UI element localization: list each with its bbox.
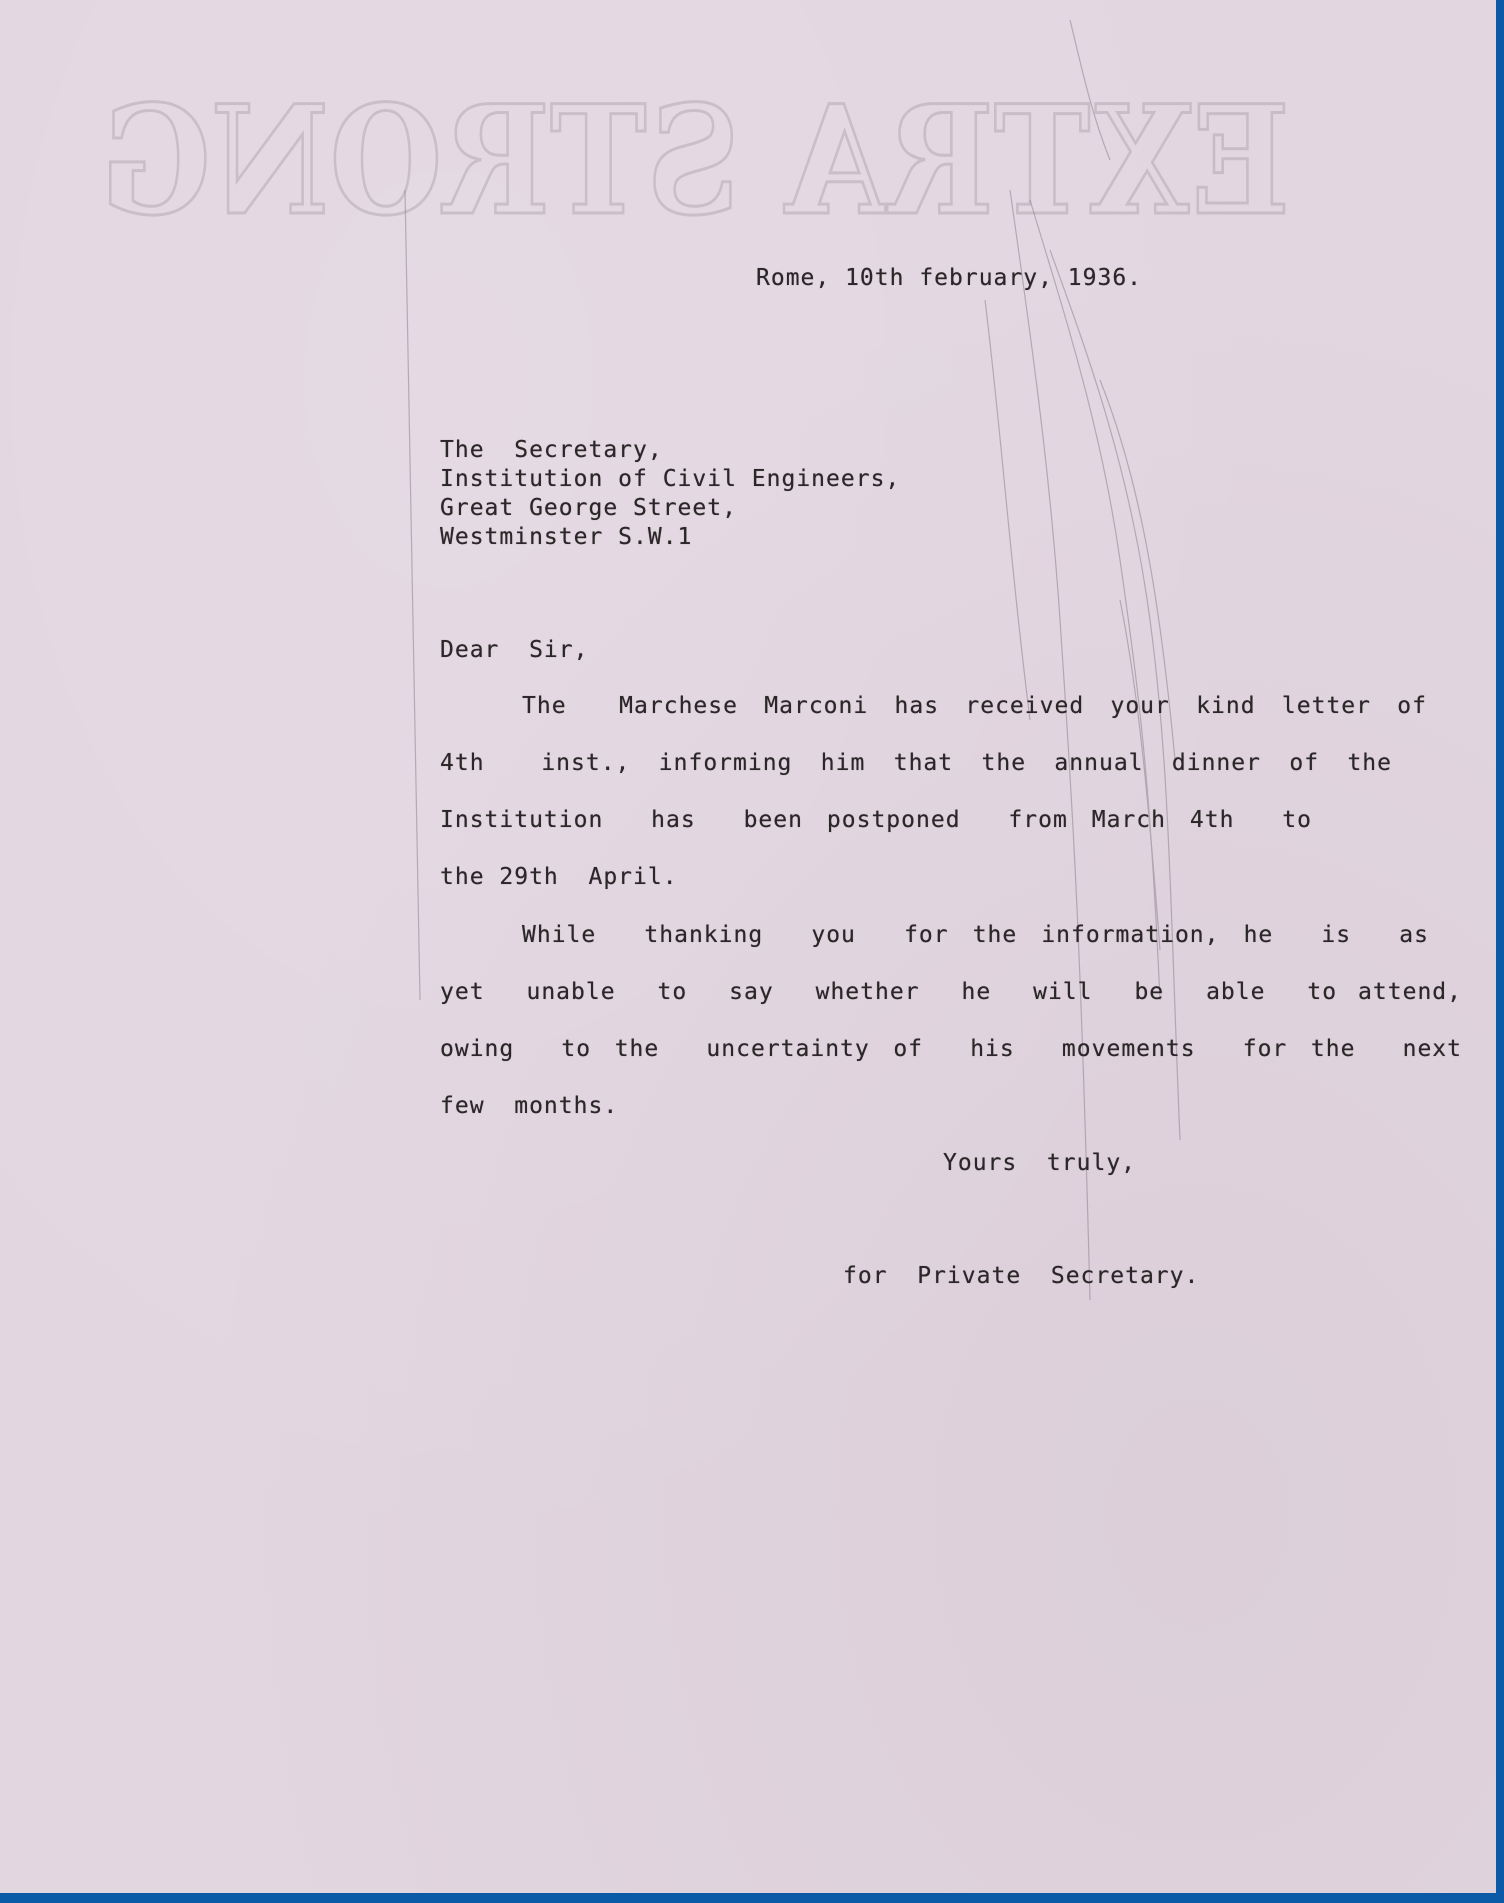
paragraph-line: owing to the uncertainty of his movements for the next — [440, 1036, 1462, 1062]
paragraph-line: few months. — [440, 1093, 619, 1119]
salutation: Dear Sir, — [440, 637, 589, 663]
paragraph-line: The Marchese Marconi has received your kind letter of — [522, 693, 1427, 719]
address-line: Institution of Civil Engineers, — [440, 466, 901, 492]
watermark — [100, 73, 1290, 249]
paragraph-line: Institution has been postponed from March 4th to — [440, 807, 1312, 833]
address-line: The Secretary, — [440, 437, 663, 463]
paragraph-line: yet unable to say whether he will be able to attend, — [440, 979, 1462, 1005]
address-line: Great George Street, — [440, 495, 737, 521]
paragraph-line: While thanking you for the information, he is as — [522, 922, 1429, 948]
address-line: Westminster S.W.1 — [440, 524, 693, 550]
closing: Yours truly, — [943, 1150, 1137, 1176]
paragraph-line: 4th inst., informing him that the annual dinner of the — [440, 750, 1392, 776]
watermark-text: EXTRA STRONG — [100, 73, 1290, 249]
signature-line: for Private Secretary. — [843, 1263, 1200, 1289]
paragraph-line: the 29th April. — [440, 864, 678, 890]
date-line: Rome, 10th february, 1936. — [756, 265, 1143, 291]
